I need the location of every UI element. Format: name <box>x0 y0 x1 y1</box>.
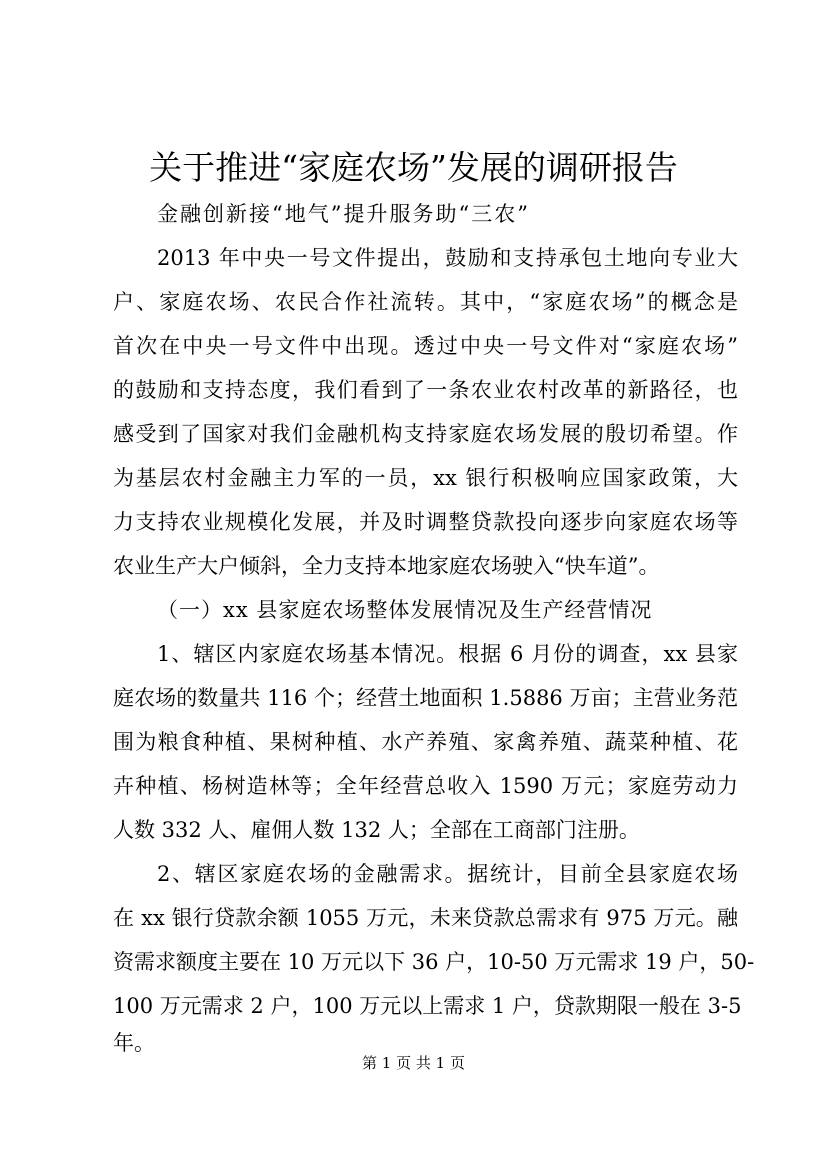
paragraph-1-line-8: 农业生产大户倾斜，全力支持本地家庭农场驶入“快车道”。 <box>113 554 660 578</box>
document-title: 关于推进“家庭农场”发展的调研报告 <box>149 148 678 187</box>
paragraph-3-line-2: 在 xx 银行贷款余额 1055 万元，未来贷款总需求有 975 万元。融 <box>113 906 738 930</box>
paragraph-3-line-3: 资需求额度主要在 10 万元以下 36 户，10-50 万元需求 19 户，50- <box>113 950 755 974</box>
page-footer: 第 1 页 共 1 页 <box>362 1054 465 1072</box>
paragraph-1-line-2: 户、家庭农场、农民合作社流转。其中，“家庭农场”的概念是 <box>113 290 738 314</box>
section-heading: （一）xx 县家庭农场整体发展情况及生产经营情况 <box>157 598 653 622</box>
paragraph-1-line-6: 为基层农村金融主力军的一员，xx 银行积极响应国家政策，大 <box>113 466 738 490</box>
paragraph-2-line-1: 1、辖区内家庭农场基本情况。根据 6 月份的调查，xx 县家 <box>157 642 738 666</box>
paragraph-2-line-5: 人数 332 人、雇佣人数 132 人；全部在工商部门注册。 <box>113 818 640 842</box>
paragraph-3-line-5: 年。 <box>113 1031 155 1055</box>
paragraph-3-line-1: 2、辖区家庭农场的金融需求。据统计，目前全县家庭农场 <box>157 862 738 886</box>
paragraph-2-line-4: 卉种植、杨树造林等；全年经营总收入 1590 万元；家庭劳动力 <box>113 774 738 798</box>
paragraph-1-line-3: 首次在中央一号文件中出现。透过中央一号文件对“家庭农场” <box>113 334 738 358</box>
paragraph-3-line-4: 100 万元需求 2 户，100 万元以上需求 1 户，贷款期限一般在 3-5 <box>113 994 742 1018</box>
paragraph-1-line-5: 感受到了国家对我们金融机构支持家庭农场发展的殷切希望。作 <box>113 422 738 446</box>
document-subtitle: 金融创新接“地气”提升服务助“三农” <box>157 202 530 226</box>
paragraph-2-line-2: 庭农场的数量共 116 个；经营土地面积 1.5886 万亩；主营业务范 <box>113 686 738 710</box>
paragraph-1-line-1: 2013 年中央一号文件提出，鼓励和支持承包土地向专业大 <box>157 246 738 270</box>
paragraph-1-line-7: 力支持农业规模化发展，并及时调整贷款投向逐步向家庭农场等 <box>113 510 738 534</box>
paragraph-2-line-3: 围为粮食种植、果树种植、水产养殖、家禽养殖、蔬菜种植、花 <box>113 730 738 754</box>
paragraph-1-line-4: 的鼓励和支持态度，我们看到了一条农业农村改革的新路径，也 <box>113 378 738 402</box>
